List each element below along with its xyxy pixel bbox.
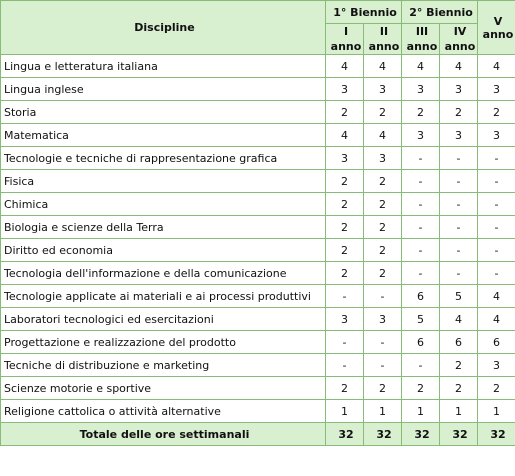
hours-cell: -: [402, 170, 440, 193]
year-numeral: I: [343, 25, 349, 38]
hours-cell: 3: [440, 124, 478, 147]
header-row-top: [1, 1, 515, 24]
hours-cell: 6: [402, 285, 440, 308]
hours-cell: 3: [326, 147, 364, 170]
year4-header: [440, 24, 478, 55]
hours-cell: 2: [440, 101, 478, 124]
hours-cell: 4: [478, 308, 515, 331]
subject-cell: Progettazione e realizzazione del prodotto: [1, 331, 326, 354]
table-row: [1, 331, 515, 354]
hours-cell: -: [402, 193, 440, 216]
hours-cell: 2: [326, 101, 364, 124]
hours-cell: 4: [478, 55, 515, 78]
table-row: [1, 377, 515, 400]
total-hours-cell: 32: [326, 423, 364, 446]
table-row: [1, 101, 515, 124]
hours-cell: 2: [440, 377, 478, 400]
hours-cell: 2: [364, 170, 402, 193]
year2-header: [364, 24, 402, 55]
hours-cell: 2: [402, 101, 440, 124]
table-row: [1, 170, 515, 193]
hours-cell: 3: [364, 308, 402, 331]
table-row: [1, 400, 515, 423]
hours-cell: 4: [364, 124, 402, 147]
hours-cell: -: [402, 147, 440, 170]
table-row: [1, 239, 515, 262]
hours-cell: -: [478, 170, 515, 193]
table-row: [1, 78, 515, 101]
hours-cell: -: [440, 147, 478, 170]
table-row: [1, 285, 515, 308]
year3-header: [402, 24, 440, 55]
subject-cell: Religione cattolica o attività alternative: [1, 400, 326, 423]
hours-cell: 2: [364, 262, 402, 285]
table-row: [1, 124, 515, 147]
total-label: Totale delle ore settimanali: [1, 423, 326, 446]
hours-cell: 4: [364, 55, 402, 78]
hours-cell: 2: [326, 239, 364, 262]
hours-cell: 1: [402, 400, 440, 423]
year5-header: [478, 1, 515, 55]
subject-cell: Scienze motorie e sportive: [1, 377, 326, 400]
biennio2-header: 2° Biennio: [402, 1, 478, 24]
subject-cell: Matematica: [1, 124, 326, 147]
hours-cell: 2: [326, 377, 364, 400]
subject-cell: Diritto ed economia: [1, 239, 326, 262]
hours-cell: 6: [440, 331, 478, 354]
hours-cell: 4: [326, 55, 364, 78]
hours-cell: 4: [440, 55, 478, 78]
year-numeral: II: [379, 25, 389, 38]
subject-cell: Tecnologie applicate ai materiali e ai processi produttivi: [1, 285, 326, 308]
subject-cell: Lingua e letteratura italiana: [1, 55, 326, 78]
year-numeral: III: [415, 25, 429, 38]
table-row: [1, 354, 515, 377]
hours-cell: 3: [326, 308, 364, 331]
subject-cell: Chimica: [1, 193, 326, 216]
total-row: [1, 423, 515, 446]
hours-cell: -: [478, 216, 515, 239]
hours-cell: -: [326, 285, 364, 308]
hours-cell: -: [440, 239, 478, 262]
hours-cell: 4: [478, 285, 515, 308]
hours-cell: 1: [326, 400, 364, 423]
hours-cell: -: [402, 262, 440, 285]
hours-cell: 3: [326, 78, 364, 101]
subject-cell: Tecnologia dell'informazione e della comunicazione: [1, 262, 326, 285]
total-hours-cell: 32: [478, 423, 515, 446]
hours-cell: 2: [326, 170, 364, 193]
year-label: anno: [444, 40, 476, 53]
hours-cell: -: [402, 354, 440, 377]
hours-cell: 4: [440, 308, 478, 331]
total-hours-cell: 32: [440, 423, 478, 446]
hours-cell: -: [326, 354, 364, 377]
table-row: [1, 216, 515, 239]
hours-cell: 2: [364, 193, 402, 216]
year-label: anno: [368, 40, 400, 53]
hours-cell: 3: [402, 78, 440, 101]
hours-cell: 1: [478, 400, 515, 423]
hours-cell: -: [478, 262, 515, 285]
hours-cell: 2: [478, 377, 515, 400]
hours-cell: 3: [364, 147, 402, 170]
hours-cell: -: [478, 147, 515, 170]
subject-cell: Tecnologie e tecniche di rappresentazione grafica: [1, 147, 326, 170]
year-numeral: IV: [453, 25, 467, 38]
subject-cell: Biologia e scienze della Terra: [1, 216, 326, 239]
hours-cell: 2: [364, 377, 402, 400]
hours-cell: 2: [440, 354, 478, 377]
subject-cell: Laboratori tecnologici ed esercitazioni: [1, 308, 326, 331]
hours-cell: -: [440, 216, 478, 239]
hours-cell: -: [440, 262, 478, 285]
hours-cell: -: [364, 354, 402, 377]
hours-cell: 2: [326, 262, 364, 285]
hours-cell: 4: [326, 124, 364, 147]
hours-cell: -: [440, 193, 478, 216]
total-hours-cell: 32: [402, 423, 440, 446]
hours-cell: 3: [402, 124, 440, 147]
hours-cell: 3: [478, 124, 515, 147]
hours-cell: 3: [440, 78, 478, 101]
hours-cell: 5: [440, 285, 478, 308]
hours-cell: 1: [440, 400, 478, 423]
hours-cell: 6: [402, 331, 440, 354]
hours-cell: 3: [364, 78, 402, 101]
hours-cell: 2: [326, 216, 364, 239]
biennio1-header: 1° Biennio: [326, 1, 402, 24]
hours-cell: 3: [478, 354, 515, 377]
year-label: anno: [406, 40, 438, 53]
discipline-header: Discipline: [1, 1, 326, 55]
hours-cell: -: [440, 170, 478, 193]
hours-cell: -: [402, 216, 440, 239]
year5-numeral: V: [493, 14, 503, 28]
subject-cell: Fisica: [1, 170, 326, 193]
table-row: [1, 308, 515, 331]
table-row: [1, 262, 515, 285]
hours-cell: -: [478, 239, 515, 262]
hours-cell: 2: [364, 101, 402, 124]
hours-cell: 3: [478, 78, 515, 101]
hours-cell: 2: [478, 101, 515, 124]
hours-cell: -: [364, 285, 402, 308]
hours-cell: 2: [402, 377, 440, 400]
year1-header: [326, 24, 364, 55]
hours-cell: -: [402, 239, 440, 262]
table-row: [1, 147, 515, 170]
year5-label: anno: [482, 27, 514, 41]
hours-cell: -: [364, 331, 402, 354]
subject-cell: Tecniche di distribuzione e marketing: [1, 354, 326, 377]
subject-cell: Storia: [1, 101, 326, 124]
hours-cell: 2: [364, 239, 402, 262]
hours-cell: 4: [402, 55, 440, 78]
hours-cell: 2: [326, 193, 364, 216]
hours-cell: 1: [364, 400, 402, 423]
hours-cell: 2: [364, 216, 402, 239]
hours-cell: 6: [478, 331, 515, 354]
year-label: anno: [330, 40, 362, 53]
hours-cell: -: [478, 193, 515, 216]
table-row: [1, 193, 515, 216]
total-hours-cell: 32: [364, 423, 402, 446]
hours-cell: 5: [402, 308, 440, 331]
subject-cell: Lingua inglese: [1, 78, 326, 101]
table-row: [1, 55, 515, 78]
hours-cell: -: [326, 331, 364, 354]
